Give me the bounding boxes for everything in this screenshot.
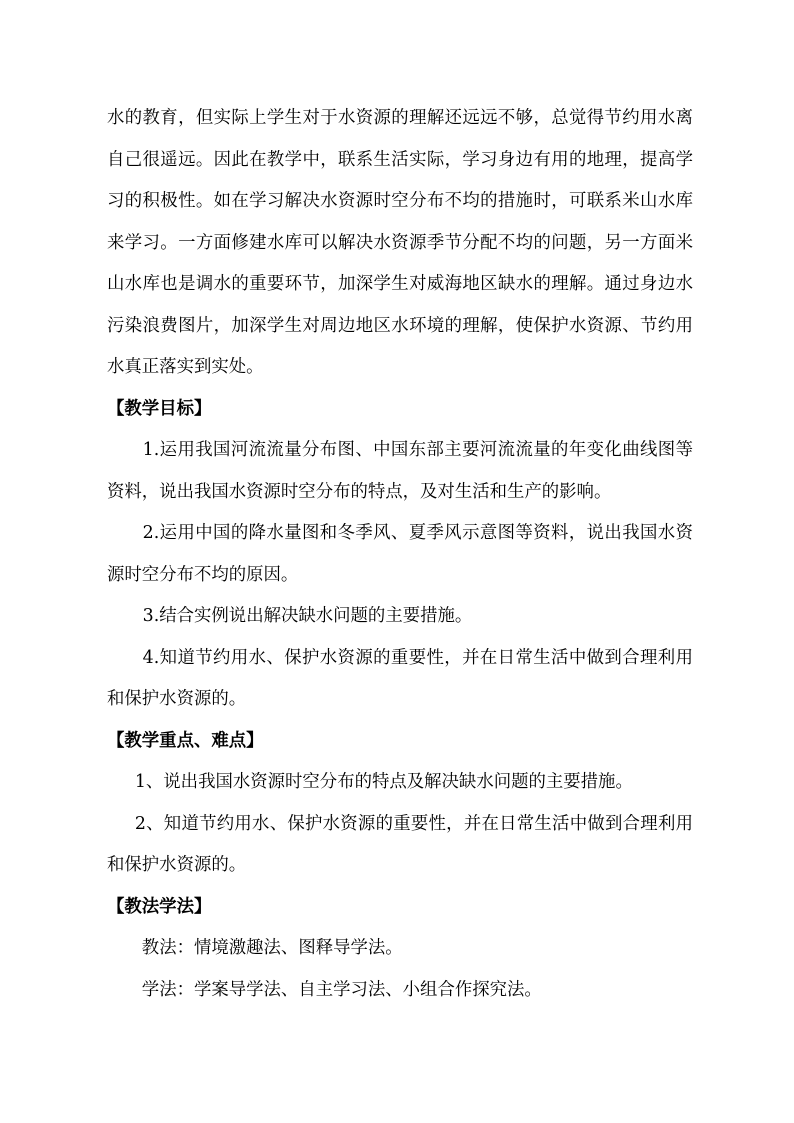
method-item: 学法：学案导学法、自主学习法、小组合作探究法。 — [141, 979, 542, 1000]
key-point-item: 2、知道节约用水、保护水资源的重要性，并在日常生活中做到合理利用和保护水资源的。 — [107, 813, 693, 875]
objective-item: 3.结合实例说出解决缺水问题的主要措施。 — [142, 606, 473, 626]
section-heading-key-points: 【教学重点、难点】 — [107, 730, 264, 751]
intro-paragraph: 水的教育，但实际上学生对于水资源的理解还远远不够，总觉得节约用水离自己很遥远。因此在教学中，联系生活实际，学习身边有用的地理，提高学习的积极性。如在学习解决水资源时空分布不均的措施时，可联系米山水库来学习。一方面修建水库可以解决水资源季节分配不均的问题，另一方面米山水库也是调水的重要环节，加深学生对威海地区缺水的理解。通过身边水污染浪费图片，加深学生对周边地区水环境的理解，使保护水资源、节约用水真正落实到实处。 — [107, 108, 693, 377]
key-point-item: 1、说出我国水资源时空分布的特点及解决缺水问题的主要措施。 — [134, 772, 633, 792]
section-heading-methods: 【教法学法】 — [107, 896, 212, 917]
objective-item: 4.知道节约用水、保护水资源的重要性，并在日常生活中做到合理利用和保护水资源的。 — [107, 647, 693, 709]
method-item: 教法：情境激趣法、图释导学法。 — [141, 938, 403, 958]
objective-item: 1.运用我国河流流量分布图、中国东部主要河流流量的年变化曲线图等资料，说出我国水资源时空分布的特点，及对生活和生产的影响。 — [107, 440, 693, 502]
objective-item: 2.运用中国的降水量图和冬季风、夏季风示意图等资料，说出我国水资源时空分布不均的原因。 — [107, 523, 693, 585]
section-heading-objectives: 【教学目标】 — [107, 398, 212, 419]
document-body — [107, 98, 693, 1011]
